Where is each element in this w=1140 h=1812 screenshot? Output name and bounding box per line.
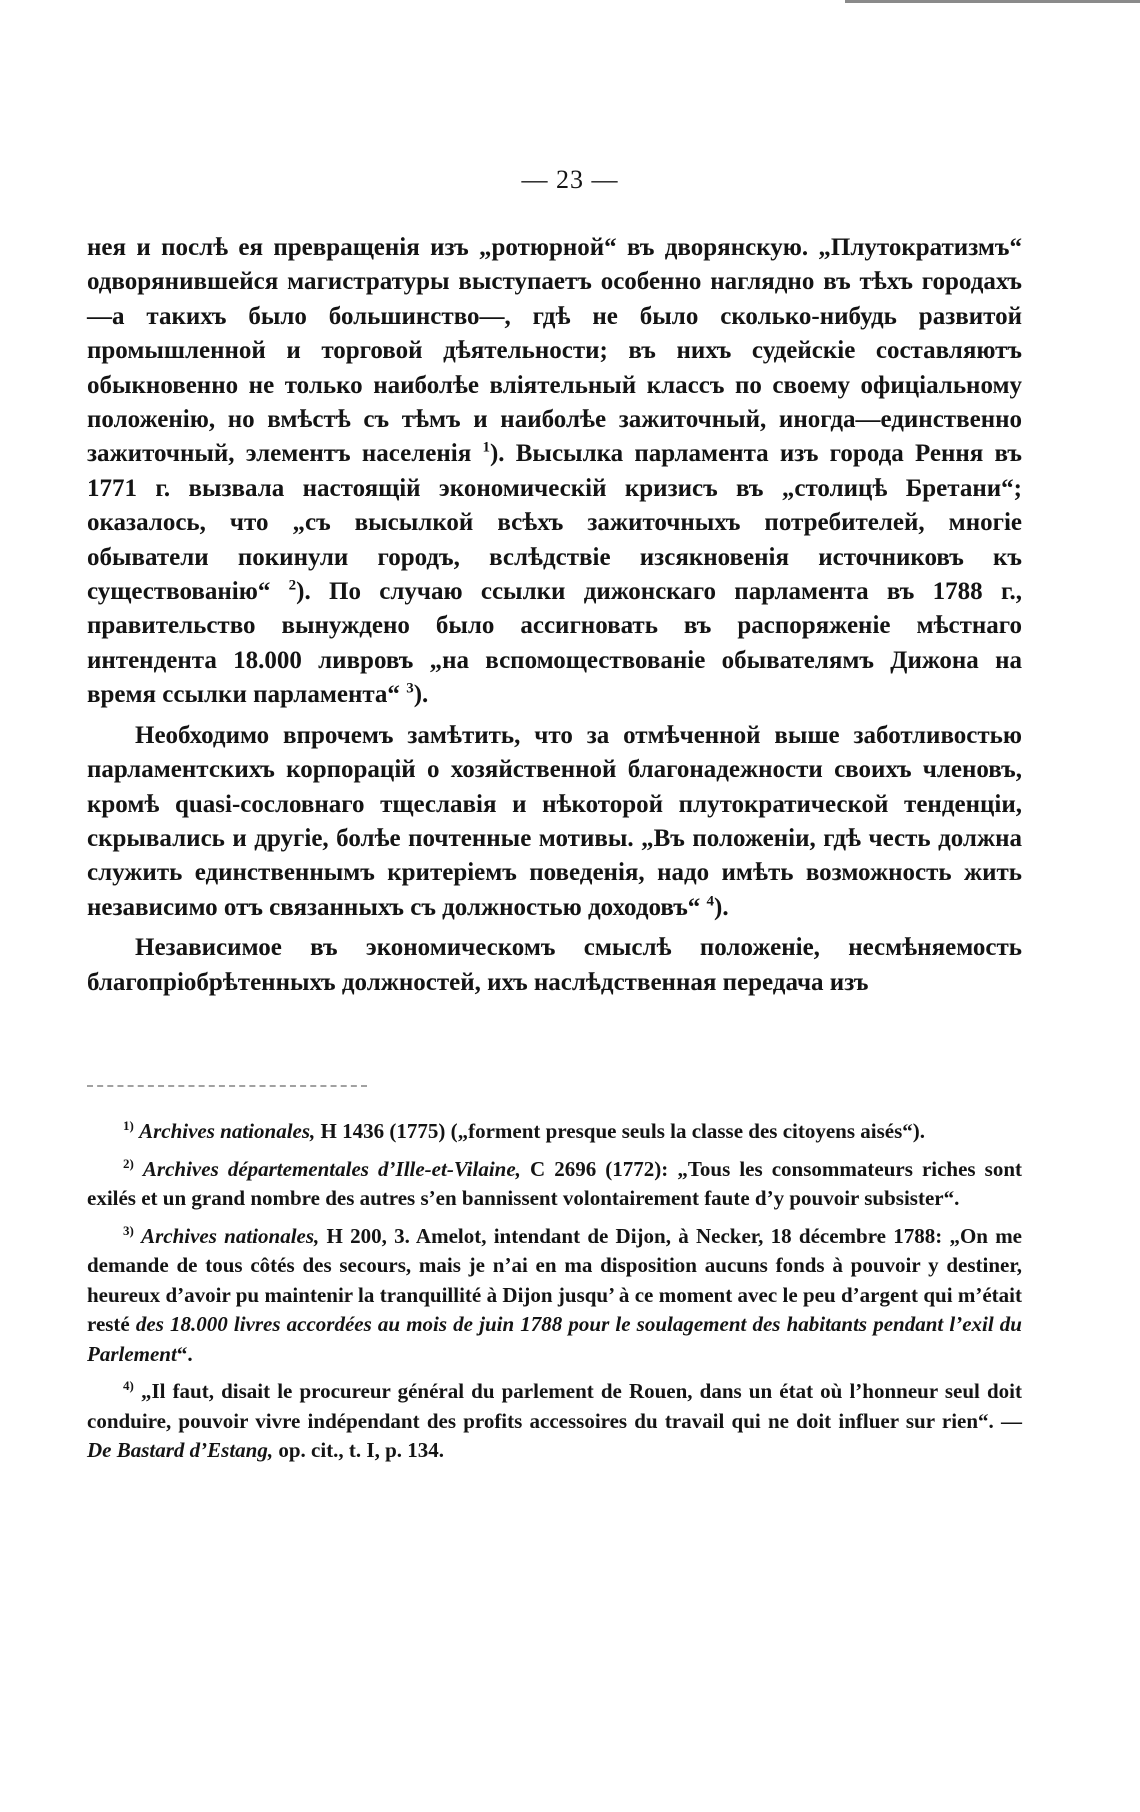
main-text [87,231,1022,1000]
footnotes [87,1117,1022,1474]
page-number: — 23 — [521,165,619,194]
paragraph-2: Необходимо впрочемъ замѣтить, что за отмѣченной выше заботливостью парламентскихъ корпорацій о хозяйственной благонадежности своихъ членовъ, кромѣ quasi-сословнаго тщеславія и нѣкоторой плутократической тенденціи, скрывались и другіе, болѣе почтенные мотивы. „Въ положеніи, гдѣ честь должна служить единственнымъ критеріемъ поведенія, надо имѣть возможность жить независимо отъ связанныхъ съ должностью доходовъ“ $^4$). [87,721,1022,921]
paragraph-1: нея и послѣ ея превращенія изъ „ротюрной“ въ дворянскую. „Плутократизмъ“ одворянившейся магистратуры выступаетъ особенно наглядно въ тѣхъ городахъ—а такихъ было большинство—, гдѣ не было сколько-нибудь развитой промышленной и торговой дѣятельности; въ нихъ судейскіе составляютъ обыкновенно не только наиболѣе вліятельный классъ по своему офиціальному положенію, но вмѣстѣ съ тѣмъ и наиболѣе зажиточный, иногда—единственно зажиточный, элементъ населенія $^1$). Высылка парламента изъ города Рення въ 1771 г. вызвала настоящій экономическій кризисъ въ „столицѣ Бретани“; оказалось, что „съ высылкой всѣхъ зажиточныхъ потребителей, многіе обыватели покинули городъ, вслѣдствіе изсякновенія источниковъ къ существованію“ $^2$). По случаю ссылки дижонскаго парламента въ 1788 г., правительство вынуждено было ассигновать въ распоряженіе мѣстнаго интендента 18.000 ливровъ „на вспомоществованіе обывателямъ Дижона на время ссылки парламента“ $^3$). [87,234,1022,709]
footnote-4: $^{4)}$ „Il faut, disait le procureur général du parlement de Rouen, dans un état où l’honneur seul doit conduire, pouvoir vivre indépendant des profits accessoires du travail qui ne doit influer sur rien“. — De Bastard d’Estang, op. cit., t. I, p. 134. [87,1378,1022,1462]
paragraph-3: Независимое въ экономическомъ смыслѣ положеніе, несмѣняемость благопріобрѣтенныхъ должностей, ихъ наслѣдственная передача изъ [87,934,1022,996]
footnote-ref-2[interactable]: 2 [288,577,297,594]
footnote-1: $^{1)}$ Archives nationales, H 1436 (1775) („forment presque seuls la classe des citoyens aisés“). [123,1118,926,1143]
footnote-ref-1[interactable]: 1 [482,440,490,457]
footnote-separator [87,1085,367,1087]
top-edge-rule [845,0,1140,3]
footnote-ref-3[interactable]: 3 [406,680,414,697]
footnote-2: $^{2)}$ Archives départementales d’Ille-et-Vilaine, C 2696 (1772): „Tous les consommateurs riches sont exilés et un grand nombre des autres s’en bannissent volontairement faute d’y pouvoir subsister“. [87,1155,1023,1210]
footnote-3: $^{3)}$ Archives nationales, H 200, 3. Amelot, intendant de Dijon, à Necker, 18 décembre 1788: „On me demande de tous côtés des secours, mais je n’ai en ma disposition aucuns fonds à pouvoir y destiner, heureux d’avoir pu maintenir la tranquillité à Dijon jusqu’ à ce moment avec le peu d’argent qui m’était resté des 18.000 livres accordées au mois de juin 1788 pour le soulagement des habitants pendant l’exil du Parlement“. [87,1222,1023,1366]
footnote-ref-4[interactable]: 4 [706,893,715,910]
